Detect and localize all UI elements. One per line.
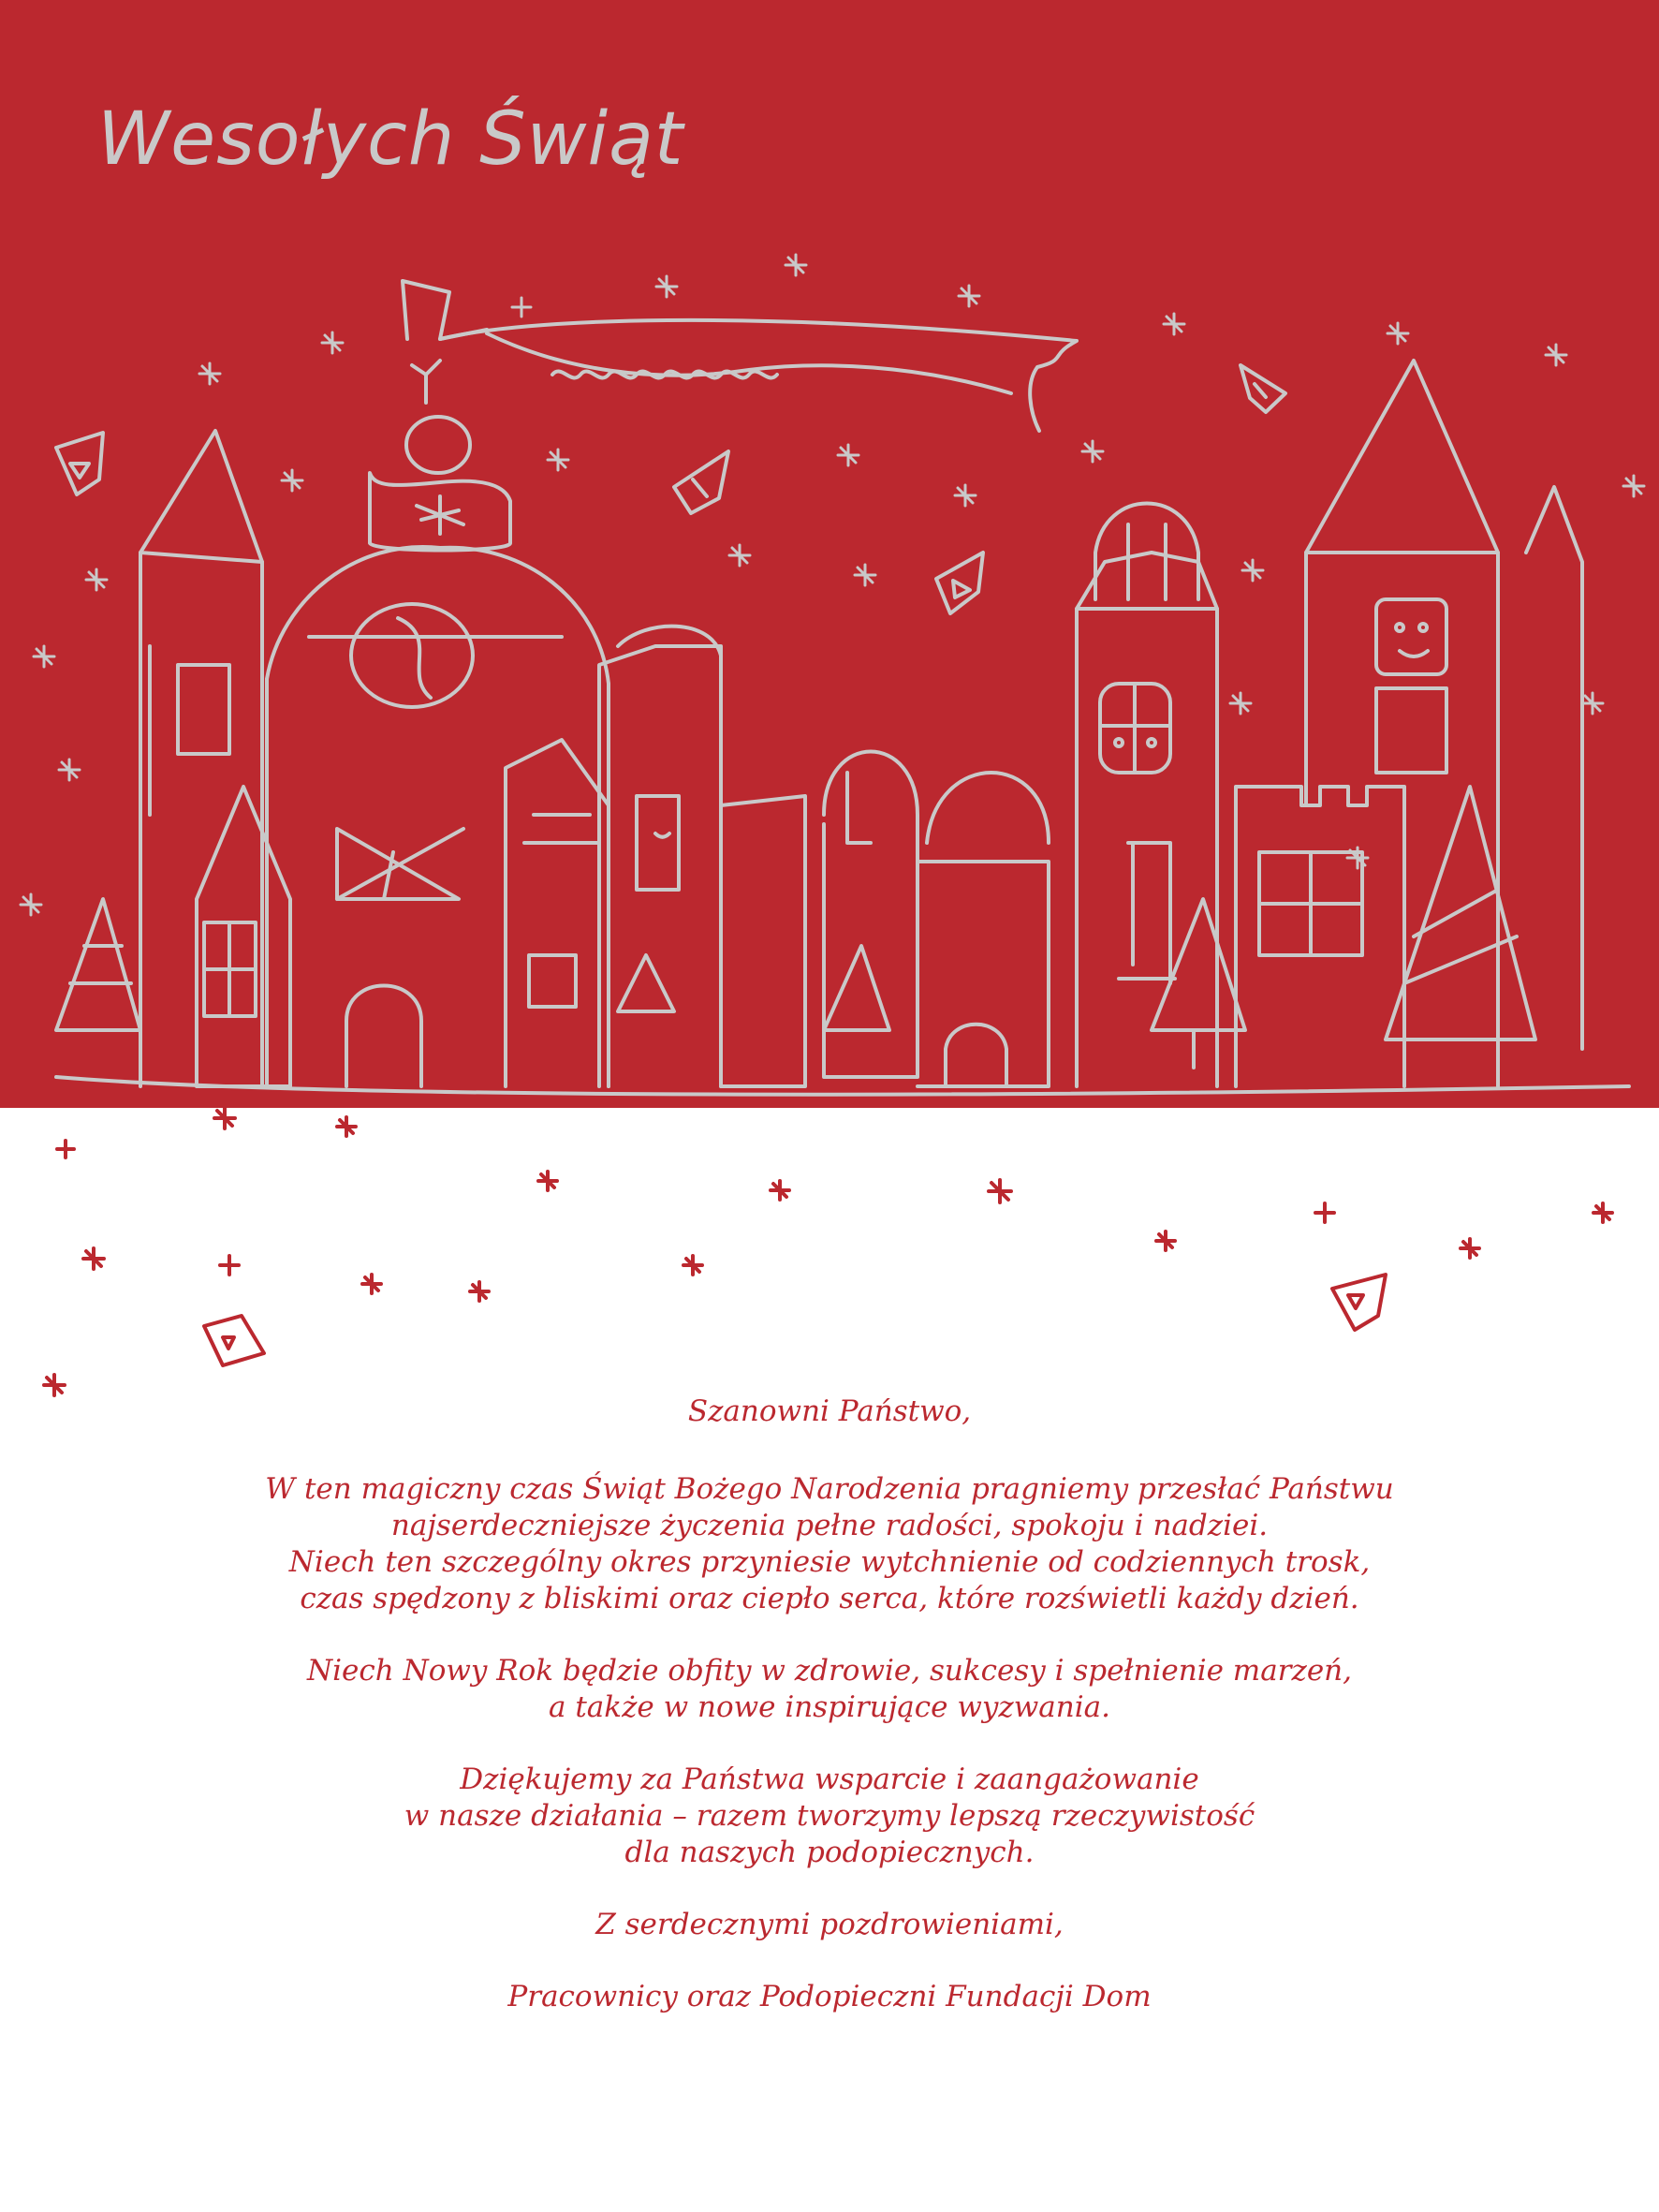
paragraph1-line1: W ten magiczny czas Świąt Bożego Narodzenia pragniemy przesłać Państwu <box>265 1472 1394 1506</box>
diamond-ornament-icon <box>56 365 1285 613</box>
sky-stars-icon <box>21 255 1644 915</box>
central-houses-icon <box>506 627 1049 1086</box>
letter-greeting: Szanowni Państwo, <box>687 1394 972 1428</box>
paragraph3-line1: Dziękujemy za Państwa wsparcie i zaangażowanie <box>460 1762 1199 1796</box>
left-tower-icon <box>140 431 262 1086</box>
house-row-left-icon <box>197 787 463 1086</box>
paragraph1-line3: Niech ten szczególny okres przyniesie wytchnienie od codziennych trosk, <box>288 1545 1371 1579</box>
paragraph1-line4: czas spędzony z bliskimi oraz ciepło serca, które rozświetli każdy dzień. <box>300 1582 1359 1615</box>
card-title: Wesołych Świąt <box>97 97 684 182</box>
left-christmas-tree-icon <box>56 899 140 1030</box>
red-diamond-ornament-icon <box>204 1275 1386 1365</box>
letter-body <box>0 1394 1659 2015</box>
letter-signature: Pracownicy oraz Podopieczni Fundacji Dom <box>507 1980 1152 2013</box>
paragraph1-line2: najserdeczniejsze życzenia pełne radości, spokoju i nadziei. <box>390 1509 1269 1542</box>
paragraph2-line2: a także w nowe inspirujące wyzwania. <box>549 1690 1110 1724</box>
paragraph2-line1: Niech Nowy Rok będzie obfity w zdrowie, sukcesy i spełnienie marzeń, <box>307 1654 1352 1688</box>
red-stars-icon <box>44 1108 1612 1395</box>
letter-closing: Z serdecznymi pozdrowieniami, <box>595 1908 1064 1941</box>
gothic-tower-icon <box>1077 504 1217 1087</box>
paragraph3-line3: dla naszych podopiecznych. <box>624 1836 1035 1869</box>
paragraph3-line2: w nasze działania – razem tworzymy lepszą rzeczywistość <box>404 1799 1255 1833</box>
red-stars-decoration <box>0 1108 1659 1417</box>
